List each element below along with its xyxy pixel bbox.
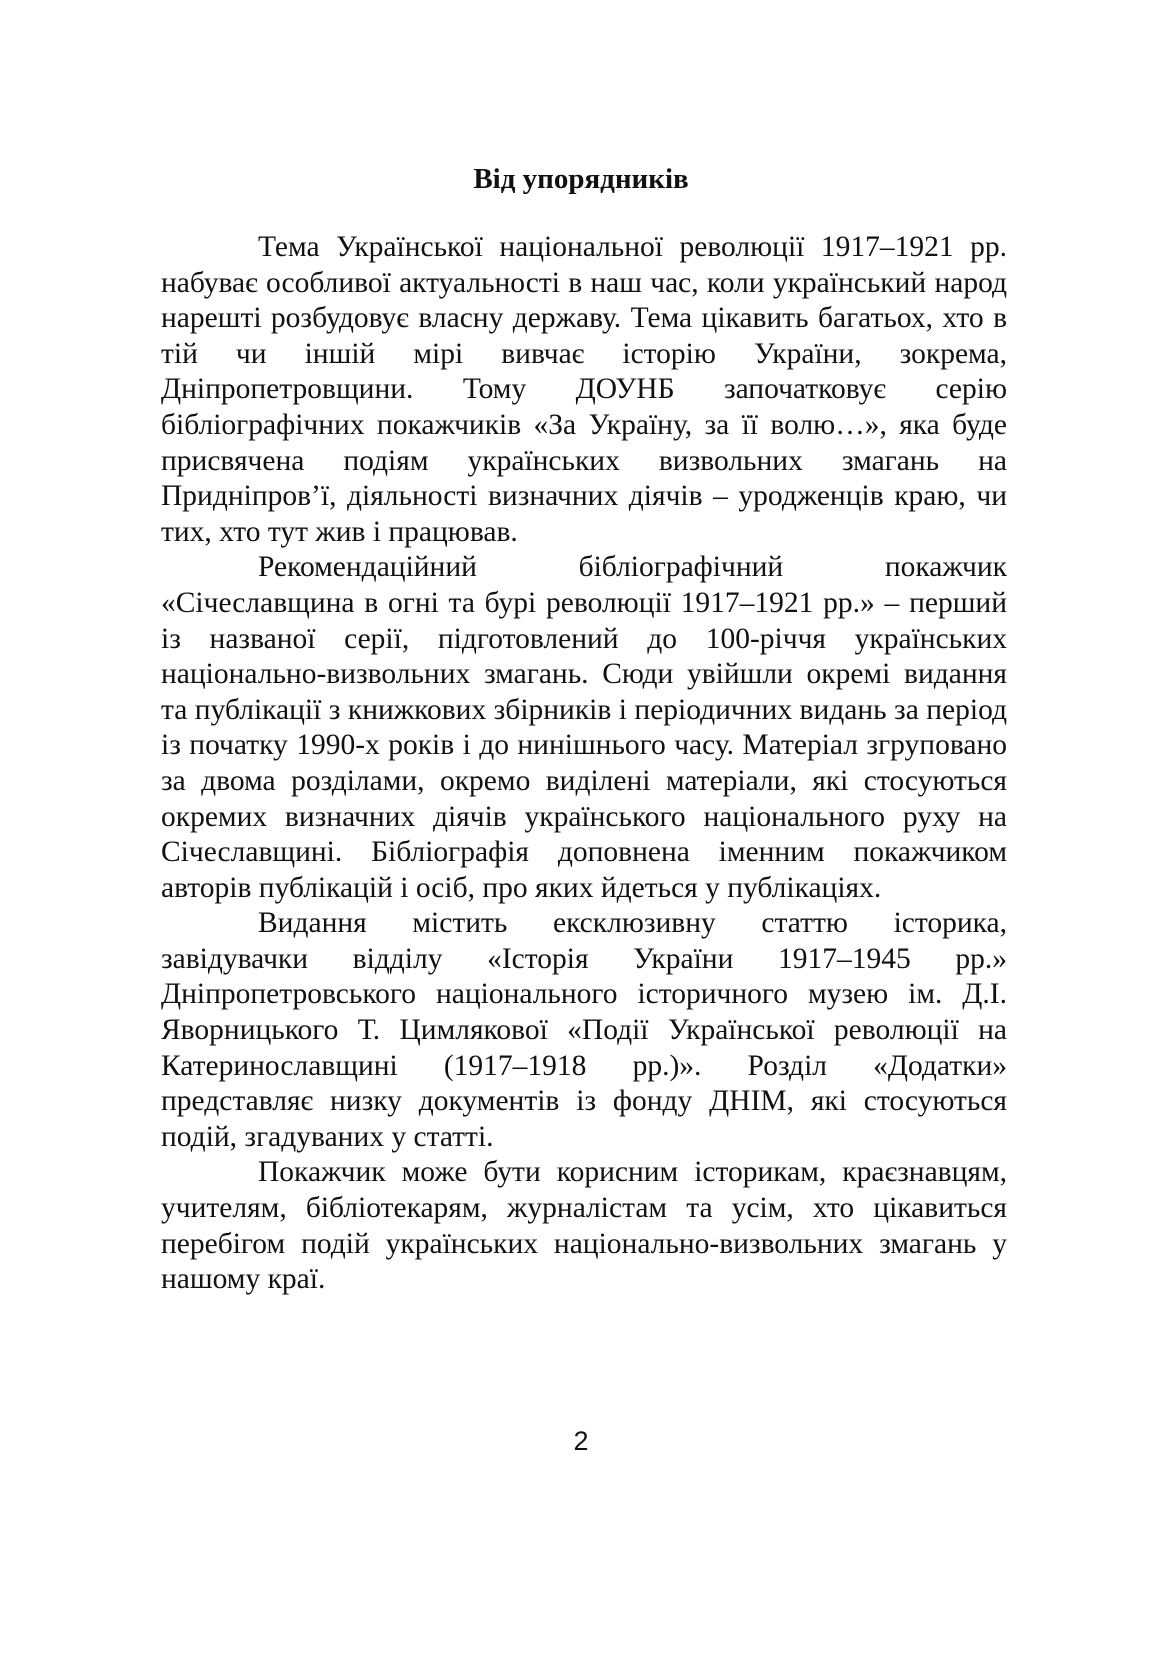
paragraph-1: Тема Української національної революції 1917–1921 рр. набуває особливої актуальності в наш час, коли український народ нарешті розбудовує власну державу. Тема цікавить багатьох, хто в тій чи іншій мірі вивчає історію України, зокрема, Дніпропетровщини. Тому ДОУНБ започатковує серію бібліографічних покажчиків «За Україну, за її волю…», яка буде присвячена подіям українських визвольних змагань на Придніпров’ї, діяльності визначних діячів – уродженців краю, чи тих, хто тут жив і працював. <box>161 231 1007 548</box>
paragraph-2: Рекомендаційний бібліографічний покажчик «Січеславщина в огні та бурі революції 1917–1921 рр.» – перший із названої серії, підготовлений до 100-річчя українських національно-визвольних змагань. Сюди увійшли окремі видання та публікації з книжкових збірників і періодичних видань за період із початку 1990-х років і до нинішнього часу. Матеріал згруповано за двома розділами, окремо виділені матеріали, які стосуються окремих визначних діячів українського національного руху на Січеславщині. Бібліографія доповнена іменним покажчиком авторів публікацій і осіб, про яких йдеться у публікаціях. <box>161 551 1007 904</box>
page-number: 2 <box>573 1426 589 1456</box>
page-heading: Від упорядників <box>473 163 689 195</box>
body-text <box>161 230 1007 1298</box>
paragraph-3: Видання містить ексклюзивну статтю історика, завідувачки відділу «Історія України 1917–1945 рр.» Дніпропетровського національного історичного музею ім. Д.І. Яворницького Т. Цимлякової «Події Української революції на Катеринославщині (1917–1918 рр.)». Розділ «Додатки» представляє низку документів із фонду ДНІМ, які стосуються подій, згадуваних у статті. <box>161 907 1007 1153</box>
paragraph-4: Покажчик може бути корисним історикам, краєзнавцям, учителям, бібліотекарям, журналістам та усім, хто цікавиться перебігом подій українських національно-визвольних змагань у нашому краї. <box>161 1156 1007 1296</box>
